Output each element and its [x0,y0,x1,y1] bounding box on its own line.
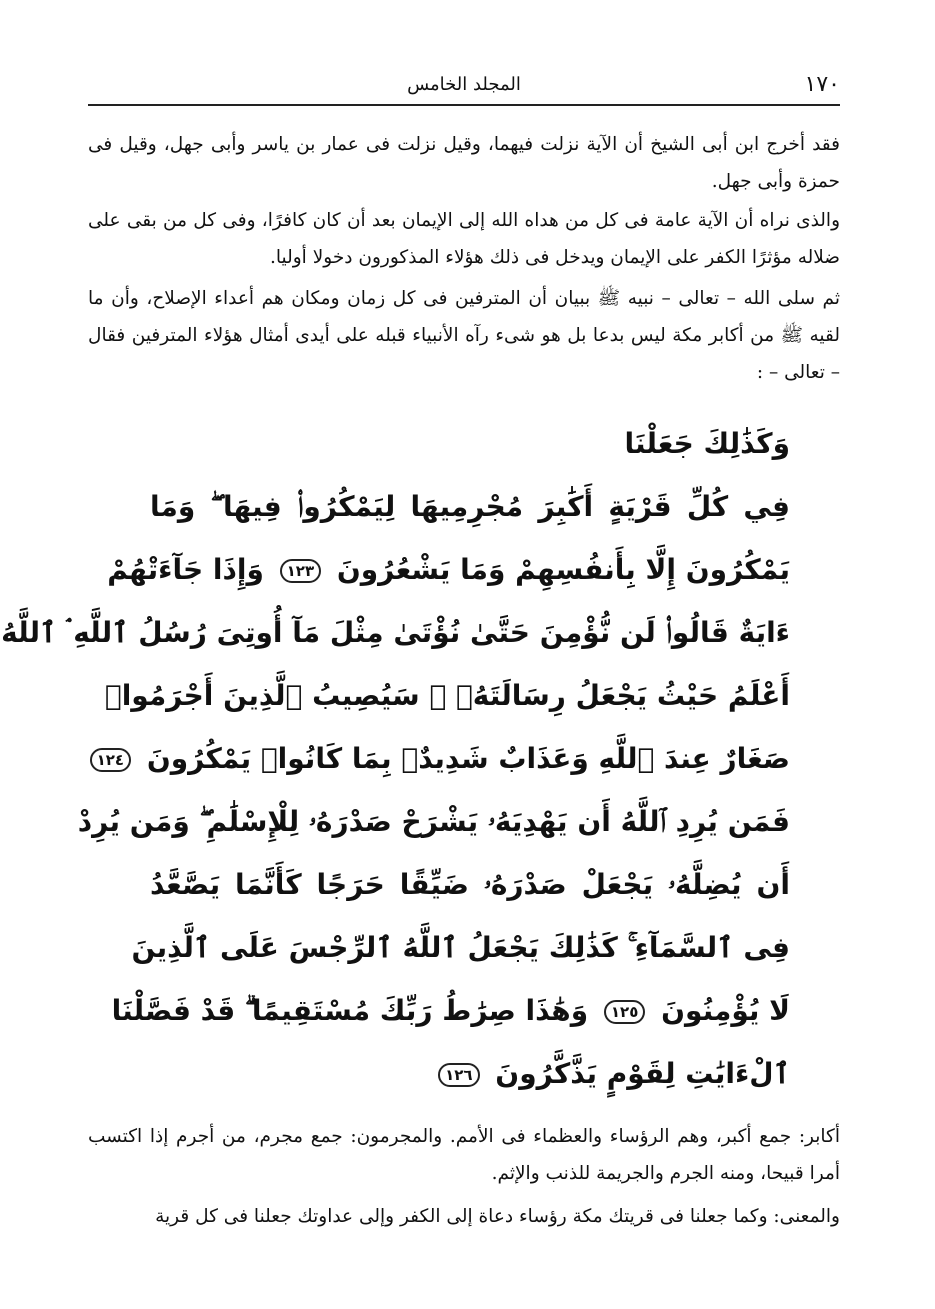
ayah-number-mark: ١٢٥ [604,1000,645,1024]
quran-line-text: لَا يُؤْمِنُونَ [661,994,790,1027]
quran-line-text: أَن يُضِلَّهُۥ يَجْعَلْ صَدْرَهُۥ ضَيِّقًا حَرَجًا كَأَنَّمَا يَصَّعَّدُ [150,868,790,901]
quran-line-text: فِي كُلِّ قَرْيَةٍ أَكَٰبِرَ مُجْرِمِيهَا لِيَمْكُرُوا۟ فِيهَا ۖ وَمَا [150,490,790,523]
running-title: المجلد الخامس [407,74,521,95]
notes-section [88,1118,840,1235]
intro-paragraph-1: فقد أخرج ابن أبى الشيخ أن الآية نزلت فيهما، وقيل نزلت فى عمار بن ياسر وأبى جهل، وقيل فى حمزة وأبى جهل. [88,134,840,192]
quran-verses [1,412,790,1105]
quran-line-text: ٱلْءَايَٰتِ لِقَوْمٍ يَذَّكَّرُونَ [495,1057,790,1090]
quran-line [150,853,790,916]
ayah-number-mark: ١٢٤ [90,748,131,772]
quran-line [131,916,790,979]
quran-line-text: ءَايَةٌ قَالُوا۟ لَن نُّؤْمِنَ حَتَّىٰ نُؤْتَىٰ مِثْلَ مَآ أُوتِىَ رُسُلُ ٱللَّهِ ۘ ٱللَّهُ [1,616,790,649]
ayah-number-mark: ١٢٣ [280,559,321,583]
quran-line-text: أَعْلَمُ حَيْثُ يَجْعَلُ رِسَالَتَهُۥ ۗ سَيُصِيبُ ٱلَّذِينَ أَجْرَمُوا۟ [104,679,790,712]
quran-line-tail: وَهَٰذَا صِرَٰطُ رَبِّكَ مُسْتَقِيمًا ۗ قَدْ فَصَّلْنَا [111,994,589,1027]
quran-line [96,727,790,790]
quran-line [150,412,790,475]
quran-line-text: فَمَن يُرِدِ ٱللَّهُ أَن يَهْدِيَهُۥ يَشْرَحْ صَدْرَهُۥ لِلْإِسْلَٰمِ ۖ وَمَن يُرِدْ [77,805,790,838]
quran-line-tail: وَإِذَا جَآءَتْهُمْ [107,553,264,586]
quran-line [1,601,790,664]
intro-section [88,126,840,391]
quran-line-text: وَكَذَٰلِكَ جَعَلْنَا [624,427,790,460]
quran-line [77,790,790,853]
quran-line [150,1042,790,1105]
quran-line-text: يَمْكُرُونَ إِلَّا بِأَنفُسِهِمْ وَمَا يَشْعُرُونَ [336,553,790,586]
page-number: ١٧٠ [804,72,840,97]
quran-line [150,475,790,538]
page-header [88,70,840,104]
quran-line-text: فِى ٱلسَّمَآءِ ۚ كَذَٰلِكَ يَجْعَلُ ٱللَّهُ ٱلرِّجْسَ عَلَى ٱلَّذِينَ [131,931,790,964]
quran-line [104,664,790,727]
header-rule [88,104,840,106]
notes-paragraph-2: والمعنى: وكما جعلنا فى قريتك مكة رؤساء دعاة إلى الكفر وإلى عداوتك جعلنا فى كل قرية [155,1206,840,1227]
intro-paragraph-3: ثم سلى الله – تعالى – نبيه ﷺ ببيان أن المترفين فى كل زمان ومكان هم أعداء الإصلاح، وأن ما لقيه ﷺ من أكابر مكة ليس بدعا بل هو شىء رآه الأنبياء قبله على أيدى أمثال هؤلاء المترفين فقال – تعالى – : [88,288,840,383]
quran-line-text: صَغَارٌ عِندَ ٱللَّهِ وَعَذَابٌ شَدِيدٌۢ بِمَا كَانُوا۟ يَمْكُرُونَ [146,742,790,775]
intro-paragraph-2: والذى نراه أن الآية عامة فى كل من هداه الله إلى الإيمان بعد أن كان كافرًا، وفى كل من بقى على ضلاله مؤثرًا الكفر على الإيمان ويدخل فى ذلك هؤلاء المذكورون دخولا أوليا. [88,210,840,268]
quran-line [111,979,790,1042]
quran-line [107,538,790,601]
notes-paragraph-1: أكابر: جمع أكبر، وهم الرؤساء والعظماء فى الأمم. والمجرمون: جمع مجرم، من أجرم إذا اكتسب أمرا قبيحا، ومنه الجرم والجريمة للذنب والإثم. [88,1126,840,1184]
ayah-number-mark: ١٢٦ [438,1063,479,1087]
